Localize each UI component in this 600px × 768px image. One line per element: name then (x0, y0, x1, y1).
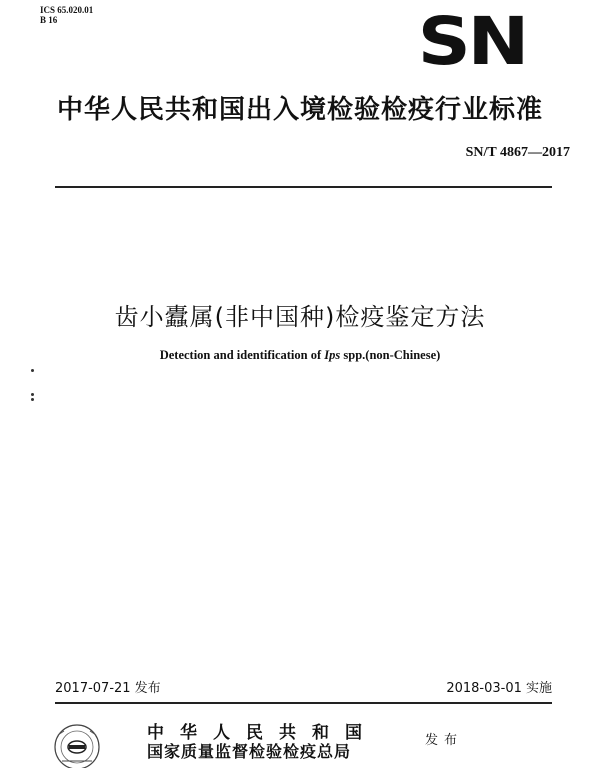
issuer-line-2: 国家质量监督检验检疫总局 (147, 742, 352, 761)
aqsiq-seal-icon (42, 717, 112, 768)
title-en-part1: Detection and identification of (159, 348, 325, 362)
scan-speck (31, 393, 34, 396)
document-title-cn: 齿小蠹属(非中国种)检疫鉴定方法 (114, 303, 486, 331)
document-title-en (0, 348, 600, 363)
issue-label: 发布 (425, 733, 464, 748)
top-divider (55, 186, 552, 188)
title-en-genus: Ips (324, 348, 341, 362)
release-date: 2017-07-21 发布 (55, 681, 161, 696)
classification-codes (40, 5, 93, 25)
issuer-line-1: 中华人民共和国 (147, 723, 378, 743)
scan-speck (31, 398, 34, 401)
title-en-part2: spp.(non-Chinese) (340, 348, 441, 362)
standard-number: SN/T 4867—2017 (465, 145, 570, 160)
implementation-date: 2018-03-01 实施 (446, 681, 552, 696)
bottom-divider (55, 702, 552, 704)
sn-logo: SN (417, 3, 527, 80)
ics-code: ICS 65.020.01 (40, 5, 94, 15)
ccs-code: B 16 (40, 15, 58, 25)
organization-title: 中华人民共和国出入境检验检疫行业标准 (56, 95, 543, 125)
scan-speck (31, 369, 34, 372)
